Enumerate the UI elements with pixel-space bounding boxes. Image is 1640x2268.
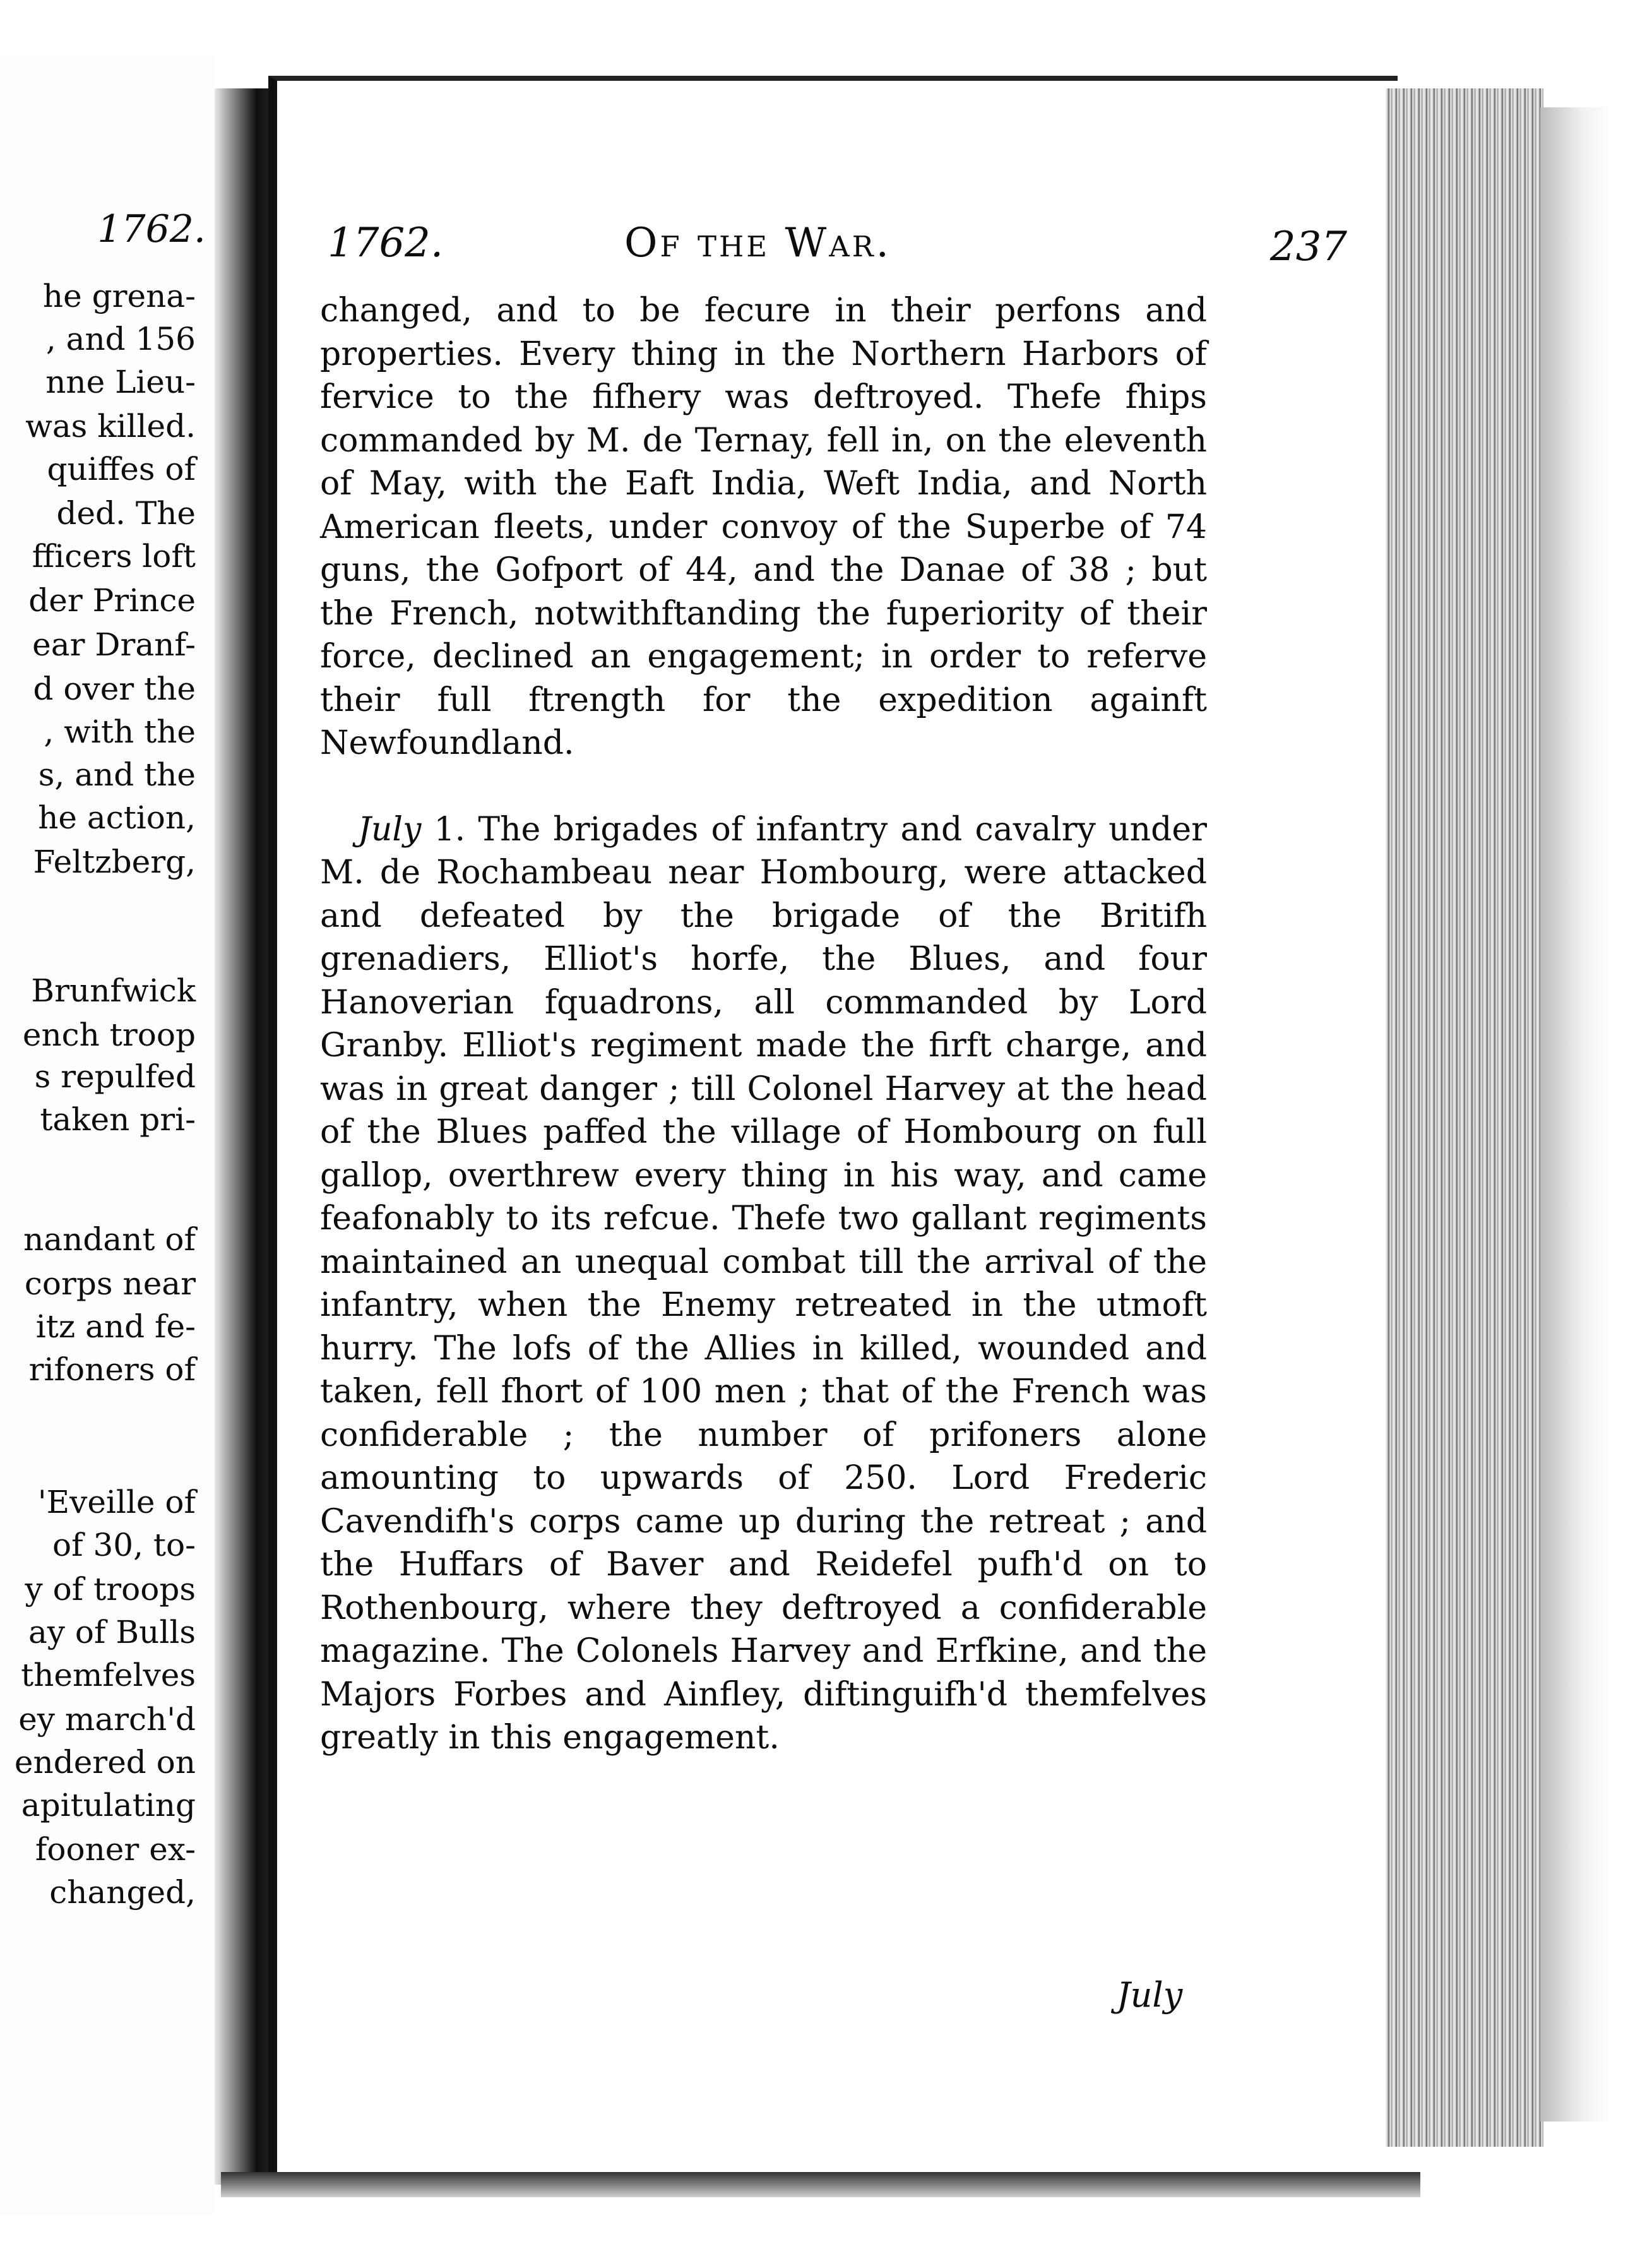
- left-page-line: fficers loft: [32, 538, 196, 575]
- left-page-line: itz and fe-: [35, 1308, 196, 1345]
- left-page-line: ear Dranf-: [32, 626, 196, 663]
- left-page-line: ay of Bulls: [28, 1614, 196, 1650]
- left-page-line: themfelves: [21, 1657, 196, 1693]
- left-page-line: , with the: [44, 713, 196, 750]
- running-head: [328, 220, 1347, 277]
- left-page-line: taken pri-: [40, 1101, 196, 1138]
- left-page-line: ded. The: [56, 495, 196, 532]
- right-page: [268, 76, 1398, 2183]
- left-page-line: ey march'd: [18, 1701, 196, 1738]
- left-page-line: corps near: [24, 1265, 196, 1302]
- left-page-line: of 30, to-: [52, 1527, 196, 1563]
- paragraph-2-date: July: [358, 810, 422, 849]
- left-page-line: 'Eveille of: [37, 1484, 196, 1520]
- bottom-shadow: [221, 2172, 1420, 2197]
- paragraph-2: [320, 808, 1207, 1760]
- body-text: [320, 289, 1207, 1760]
- left-page-line: ench troop: [22, 1017, 196, 1053]
- left-page: [0, 56, 215, 2215]
- left-page-line: quiffes of: [47, 451, 196, 487]
- left-page-line: was killed.: [25, 408, 196, 445]
- page-edges-shadow: [1540, 107, 1610, 2122]
- left-page-line: s, and the: [38, 756, 196, 793]
- left-page-line: y of troops: [25, 1571, 196, 1608]
- catchword: July: [1117, 1975, 1183, 2015]
- paragraph-2-text: 1. The brigades of infantry and cavalry under M. de Rochambeau near Hombourg, were attacked and defeated by the brigade of the Britifh grenadiers, Elliot's horfe, the Blues, and four Hanoverian fquadrons, all commanded by Lord Granby. Elliot's regiment made the firft charge, and was in great danger ; till Colonel Harvey at the head of the Blues paffed the village of Hombourg on full gallop, overthrew every thing in his way, and came feafonably to its refcue. Thefe two gallant regiments maintained an unequal combat till the arrival of the infantry, when the Enemy retreated in the utmoft hurry. The lofs of the Allies in killed, wounded and taken, fell fhort of 100 men ; that of the French was confiderable ; the number of prifoners alone amounting to upwards of 250. Lord Frederic Cavendifh's corps came up during the retreat ; and the Huffars of Baver and Reidefel pufh'd on to Rothenbourg, where they deftroyed a confiderable magazine. The Colonels Harvey and Erfkine, and the Majors Forbes and Ainfley, diftinguifh'd themfelves greatly in this engagement.: [320, 810, 1207, 1757]
- page-number: 237: [1269, 224, 1347, 270]
- left-page-line: d over the: [33, 671, 196, 707]
- book-gutter: [215, 88, 275, 2185]
- paragraph-1: changed, and to be fecure in their perfons and properties. Every thing in the Northern Harbors of fervice to the fifhery was deftroyed. Thefe fhips commanded by M. de Ternay, fell in, on the eleventh of May, with the Eaft India, Weft India, and North American fleets, under convoy of the Superbe of 74 guns, the Gofport of 44, and the Danae of 38 ; but the French, notwithftanding the fuperiority of their force, declined an engagement; in order to referve their full ftrength for the expedition againft Newfoundland.: [320, 292, 1207, 762]
- running-head-year: 1762.: [328, 220, 444, 266]
- running-head-title: Of the War.: [624, 220, 891, 266]
- left-page-year: 1762.: [97, 207, 206, 251]
- left-page-line: der Prince: [28, 582, 196, 619]
- left-page-line: he grena-: [42, 278, 196, 314]
- left-page-line: fooner ex-: [35, 1831, 196, 1868]
- page-edges: [1386, 88, 1543, 2147]
- left-page-line: , and 156: [45, 321, 196, 357]
- left-page-line: s repulfed: [34, 1058, 196, 1095]
- left-page-line: nne Lieu-: [45, 364, 196, 400]
- left-page-line: he action,: [38, 799, 196, 836]
- left-page-line: Brunfwick: [31, 972, 196, 1009]
- left-page-line: nandant of: [23, 1221, 196, 1258]
- left-page-line: Feltzberg,: [33, 844, 196, 880]
- left-page-line: apitulating: [21, 1787, 196, 1823]
- left-page-line: endered on: [14, 1744, 196, 1781]
- left-page-line: rifoners of: [28, 1351, 196, 1388]
- left-page-line: changed,: [49, 1874, 196, 1911]
